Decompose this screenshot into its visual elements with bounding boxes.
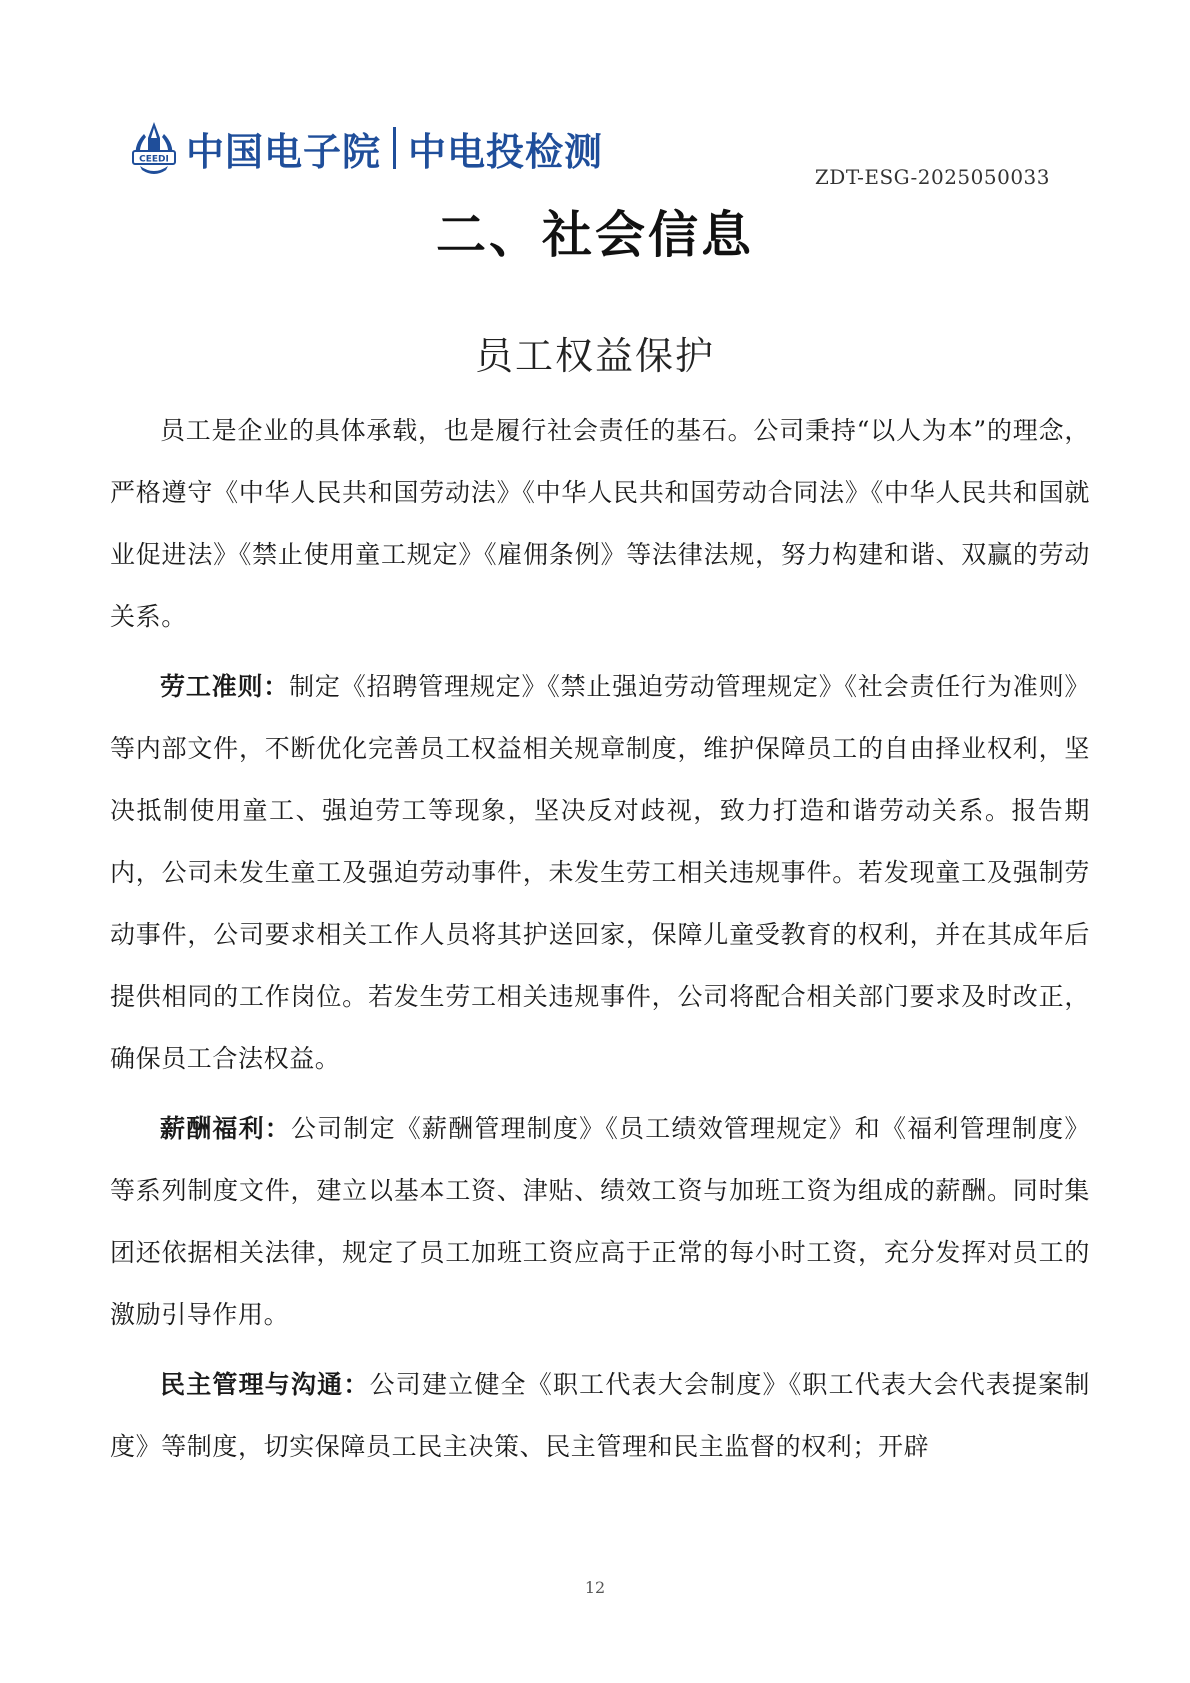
paragraph-lead: 民主管理与沟通： [160, 1370, 370, 1399]
brand-name-left: 中国电子院 [186, 129, 382, 174]
brand-divider [393, 127, 396, 169]
paragraph [110, 400, 1090, 648]
paragraph-lead: 薪酬福利： [160, 1114, 291, 1143]
header-logo [130, 118, 603, 178]
body-text [110, 400, 1090, 1486]
page-number: 12 [584, 1578, 606, 1597]
paragraph-text: 员工是企业的具体承载，也是履行社会责任的基石。公司秉持“以人为本”的理念，严格遵守《中华人民共和国劳动法》《中华人民共和国劳动合同法》《中华人民共和国就业促进法》《禁止使用童工规定》《雇佣条例》等法律法规，努力构建和谐、双赢的劳动关系。 [110, 416, 1090, 631]
ceedi-emblem-icon [130, 120, 178, 176]
section-title: 二、社会信息 [436, 206, 754, 264]
brand-name-right: 中电投检测 [408, 129, 604, 174]
paragraph-lead: 劳工准则： [160, 672, 290, 701]
subsection-title: 员工权益保护 [474, 334, 715, 378]
paragraph-text: 公司建立健全《职工代表大会制度》《职工代表大会代表提案制度》等制度，切实保障员工民主决策、民主管理和民主监督的权利；开辟 [110, 1370, 1090, 1461]
document-code: ZDT-ESG-2025050033 [814, 165, 1050, 189]
emblem-text: CEEDI [139, 154, 169, 165]
paragraph [110, 1098, 1090, 1346]
paragraph [110, 1354, 1090, 1478]
paragraph-text: 制定《招聘管理规定》《禁止强迫劳动管理规定》《社会责任行为准则》等内部文件，不断优化完善员工权益相关规章制度，维护保障员工的自由择业权利，坚决抵制使用童工、强迫劳工等现象，坚决反对歧视，致力打造和谐劳动关系。报告期内，公司未发生童工及强迫劳动事件，未发生劳工相关违规事件。若发现童工及强制劳动事件，公司要求相关工作人员将其护送回家，保障儿童受教育的权利，并在其成年后提供相同的工作岗位。若发生劳工相关违规事件，公司将配合相关部门要求及时改正，确保员工合法权益。 [110, 672, 1090, 1073]
paragraph-text: 公司制定《薪酬管理制度》《员工绩效管理规定》和《福利管理制度》等系列制度文件，建立以基本工资、津贴、绩效工资与加班工资为组成的薪酬。同时集团还依据相关法律，规定了员工加班工资应高于正常的每小时工资，充分发挥对员工的激励引导作用。 [110, 1114, 1090, 1329]
paragraph [110, 656, 1090, 1090]
